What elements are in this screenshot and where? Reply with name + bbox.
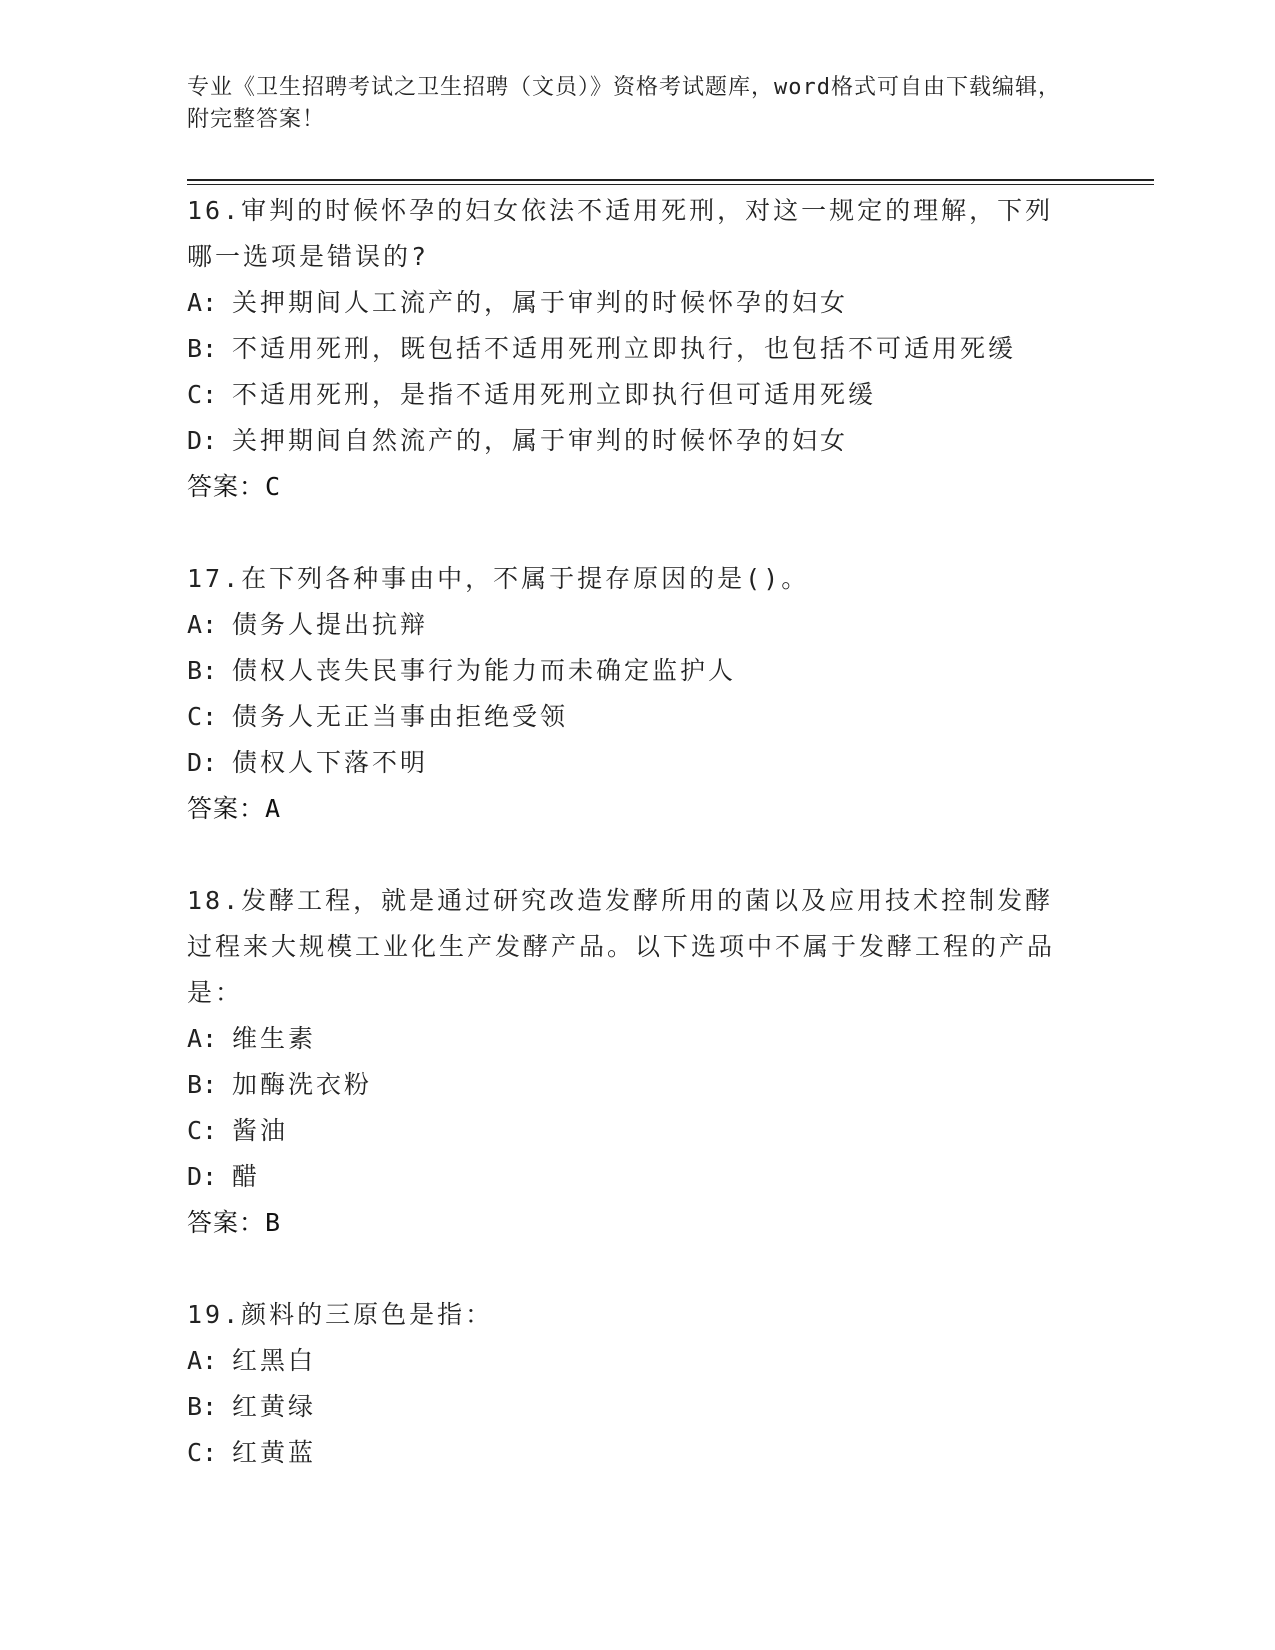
option-text: 债务人无正当事由拒绝受领 [232, 702, 569, 731]
option-text: 红黄绿 [232, 1392, 317, 1421]
option-a [187, 1016, 1087, 1062]
option-letter: B: [187, 1070, 218, 1099]
answer-label: 答案： [187, 794, 266, 823]
option-a [187, 602, 1087, 648]
answer-line [187, 786, 1087, 832]
answer-value: A [265, 794, 282, 823]
option-c [187, 372, 1087, 418]
option-c [187, 694, 1087, 740]
option-text: 醋 [232, 1162, 261, 1191]
answer-value: C [265, 472, 282, 501]
question-16 [187, 188, 1087, 510]
option-letter: B: [187, 334, 218, 363]
option-a [187, 280, 1087, 326]
option-letter: C: [187, 1116, 218, 1145]
option-text: 红黑白 [232, 1346, 317, 1375]
option-letter: D: [187, 748, 218, 777]
answer-label: 答案： [187, 1208, 266, 1237]
answer-line [187, 1200, 1087, 1246]
answer-label: 答案： [187, 472, 266, 501]
option-letter: B: [187, 656, 218, 685]
option-letter: A: [187, 288, 218, 317]
option-b [187, 1062, 1087, 1108]
option-text: 关押期间自然流产的，属于审判的时候怀孕的妇女 [232, 426, 849, 455]
option-c [187, 1108, 1087, 1154]
answer-value: B [265, 1208, 282, 1237]
question-stem: 19.颜料的三原色是指： [187, 1300, 494, 1329]
option-letter: B: [187, 1392, 218, 1421]
header-divider-thick [187, 179, 1154, 181]
question-18 [187, 878, 1087, 1246]
option-b [187, 326, 1087, 372]
option-b [187, 648, 1087, 694]
option-letter: D: [187, 1162, 218, 1191]
option-text: 维生素 [232, 1024, 317, 1053]
question-list [187, 188, 1087, 1522]
option-letter: C: [187, 380, 218, 409]
option-letter: A: [187, 610, 218, 639]
option-text: 关押期间人工流产的，属于审判的时候怀孕的妇女 [232, 288, 849, 317]
option-text: 红黄蓝 [232, 1438, 317, 1467]
option-text: 债务人提出抗辩 [232, 610, 429, 639]
option-text: 酱油 [232, 1116, 289, 1145]
question-17 [187, 556, 1087, 832]
option-letter: C: [187, 702, 218, 731]
option-d [187, 1154, 1087, 1200]
question-19 [187, 1292, 1087, 1476]
option-text: 不适用死刑，既包括不适用死刑立即执行，也包括不可适用死缓 [232, 334, 1017, 363]
option-letter: A: [187, 1346, 218, 1375]
question-stem: 17.在下列各种事由中，不属于提存原因的是()。 [187, 564, 810, 593]
option-b [187, 1384, 1087, 1430]
question-stem: 18.发酵工程，就是通过研究改造发酵所用的菌以及应用技术控制发酵过程来大规模工业化生产发酵产品。以下选项中不属于发酵工程的产品是： [187, 886, 1056, 1007]
option-letter: C: [187, 1438, 218, 1467]
option-c [187, 1430, 1087, 1476]
option-letter: D: [187, 426, 218, 455]
option-d [187, 740, 1087, 786]
option-text: 债权人丧失民事行为能力而未确定监护人 [232, 656, 737, 685]
option-text: 不适用死刑，是指不适用死刑立即执行但可适用死缓 [232, 380, 877, 409]
option-a [187, 1338, 1087, 1384]
document-header: 专业《卫生招聘考试之卫生招聘（文员）》资格考试题库，word格式可自由下载编辑，附完整答案！ [187, 75, 1061, 132]
answer-line [187, 464, 1087, 510]
option-d [187, 418, 1087, 464]
header-divider-thin [187, 184, 1154, 185]
option-text: 加酶洗衣粉 [232, 1070, 373, 1099]
option-letter: A: [187, 1024, 218, 1053]
option-text: 债权人下落不明 [232, 748, 429, 777]
question-stem: 16.审判的时候怀孕的妇女依法不适用死刑，对这一规定的理解，下列哪一选项是错误的? [187, 196, 1054, 271]
